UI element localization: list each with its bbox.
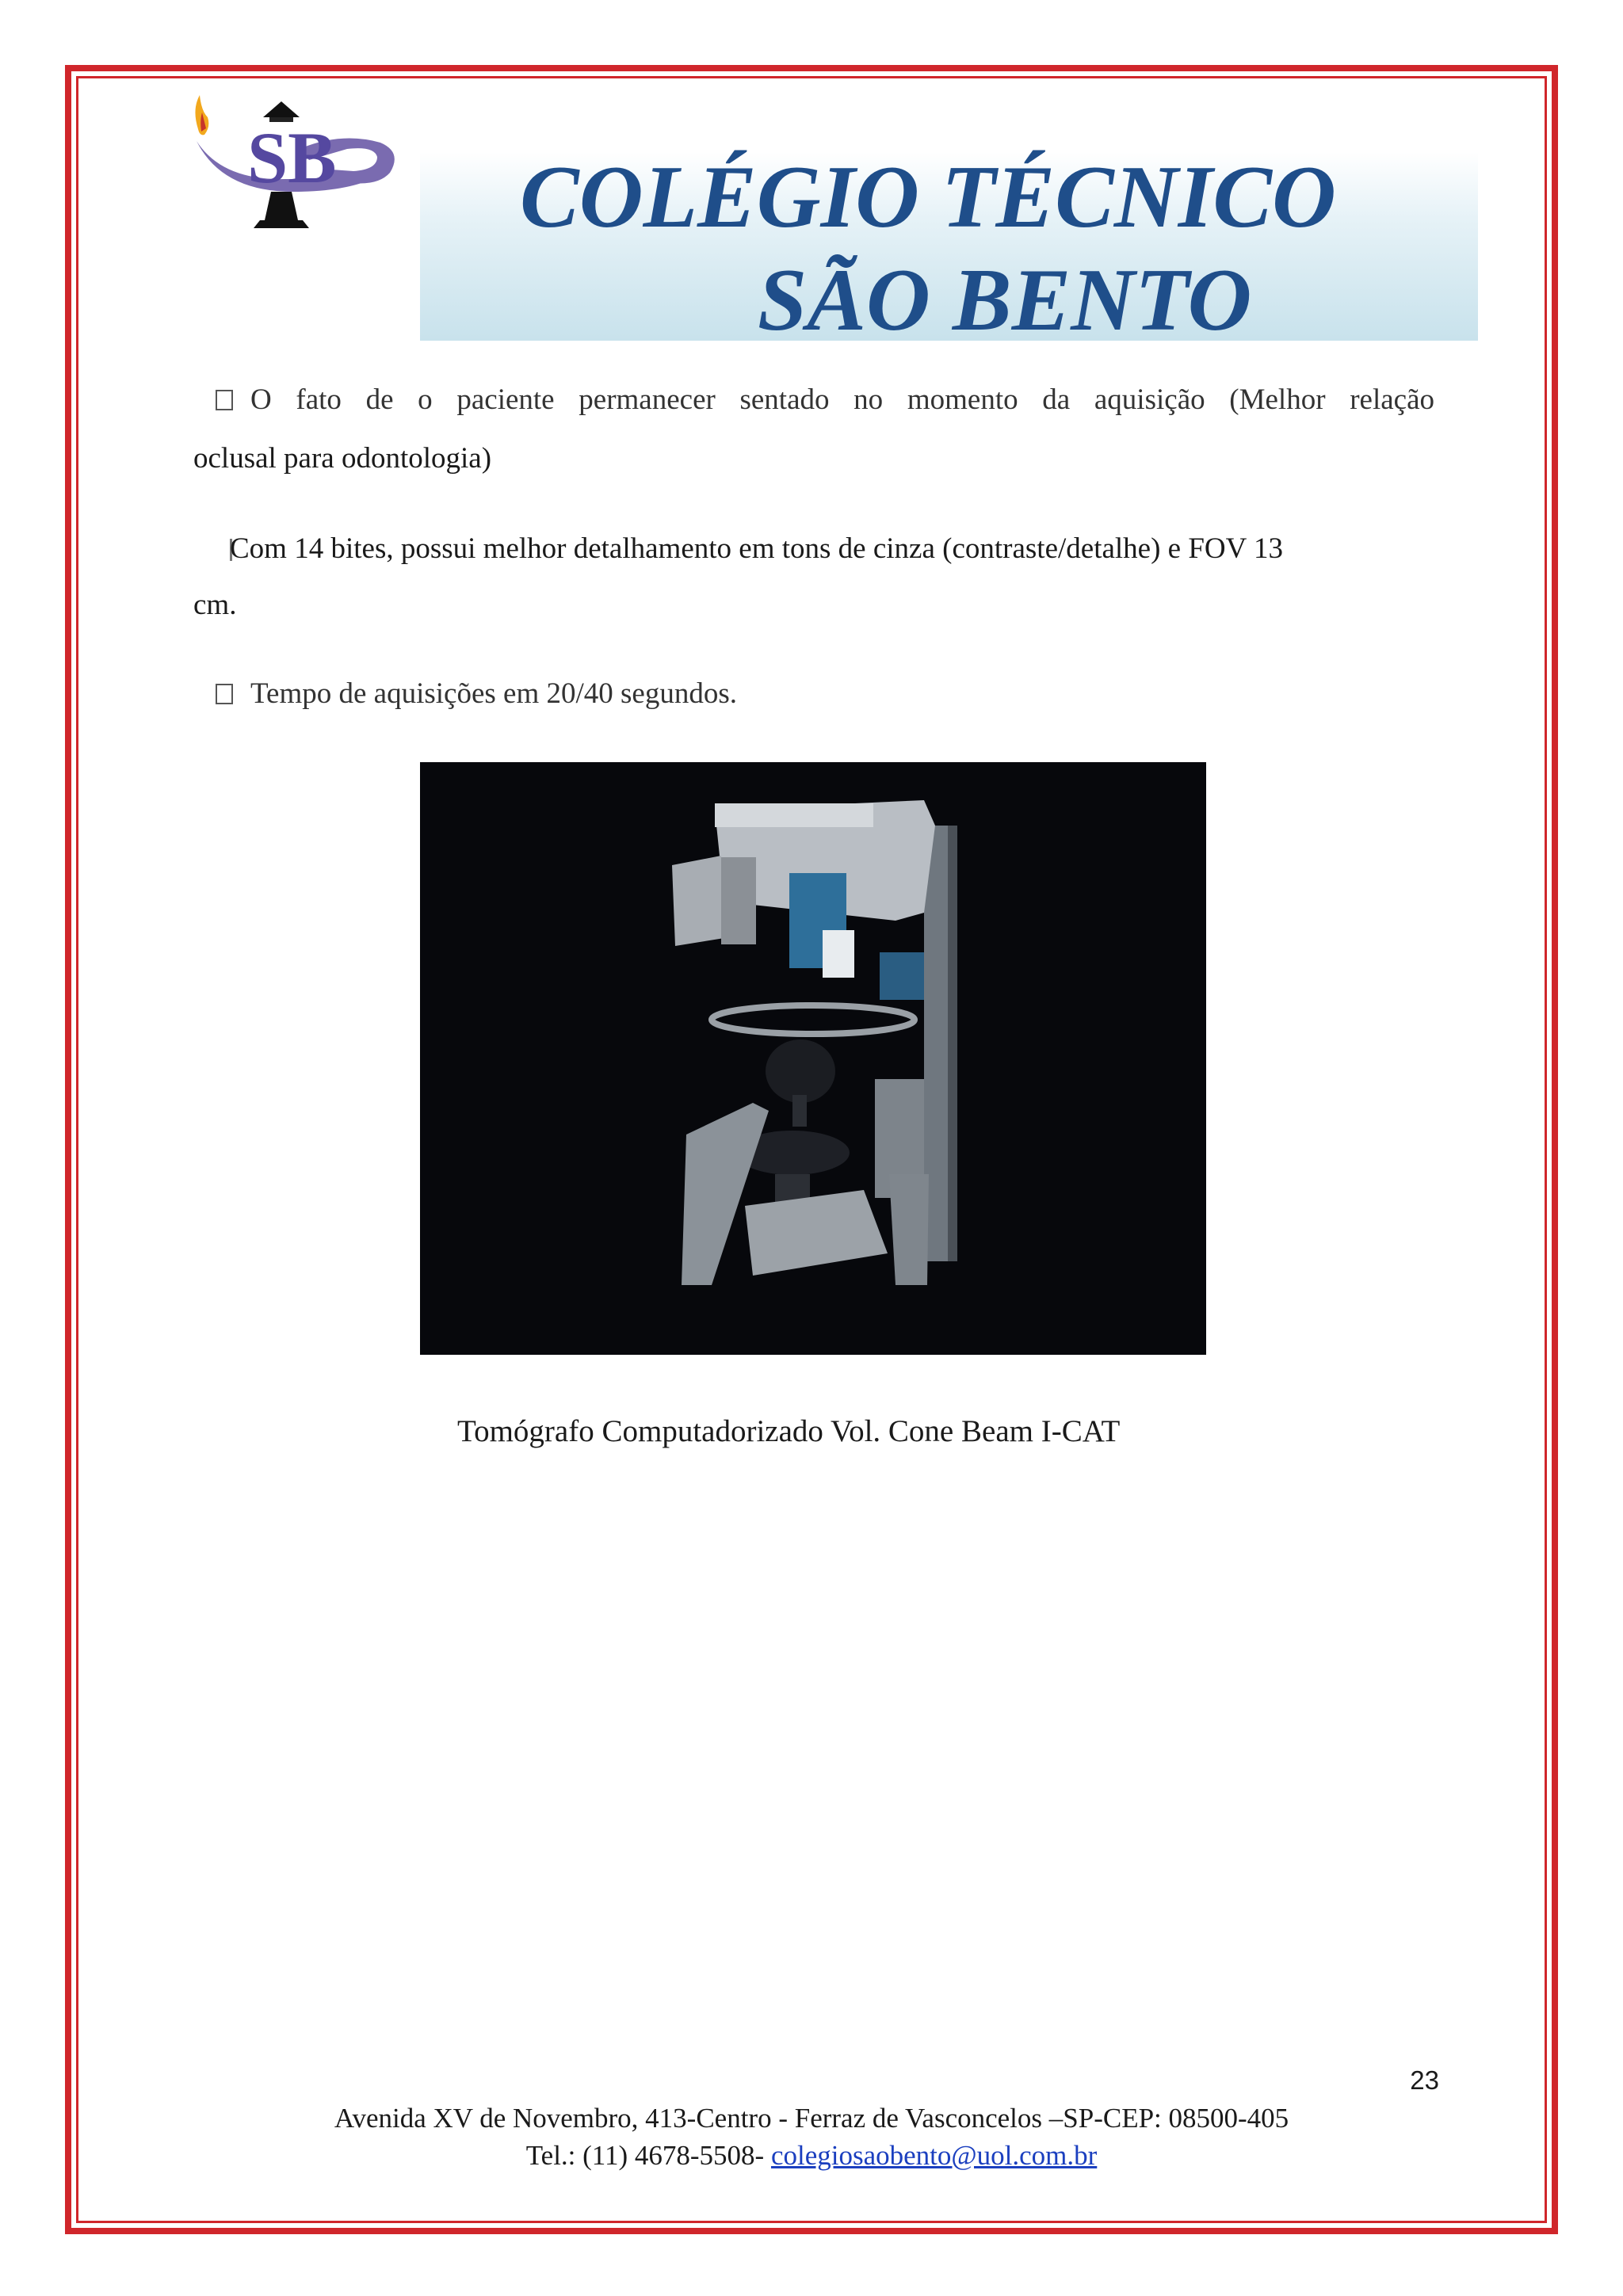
bullet-2-continuation: cm.: [193, 589, 237, 621]
ct-scanner-photo: [420, 762, 1206, 1355]
school-title-line2: SÃO BENTO: [758, 251, 1252, 349]
school-logo: [190, 93, 404, 232]
bullet-1-text: O fato de o paciente permanecer sentado no momento da aquisição (Melhor relação: [250, 383, 1434, 416]
bullet-1-continuation: oclusal para odontologia): [193, 442, 492, 475]
bullet-3: [216, 679, 737, 708]
footer-phone: Tel.: (11) 4678-5508-: [525, 2140, 771, 2171]
bullet-box-icon: [216, 390, 233, 410]
bullet-1: [216, 385, 1434, 414]
bullet-3-text: Tempo de aquisições em 20/40 segundos.: [250, 677, 737, 710]
footer-address: Avenida XV de Novembro, 413-Centro - Ferraz de Vasconcelos –SP-CEP: 08500-405: [334, 2103, 1289, 2134]
email-link[interactable]: colegiosaobento@uol.com.br: [770, 2140, 1098, 2171]
school-title-line1: COLÉGIO TÉCNICO: [520, 148, 1336, 246]
footer-contact: [0, 2140, 1623, 2172]
bullet-2: Com 14 bites, possui melhor detalhamento em tons de cinza (contraste/detalhe) e FOV 13: [230, 532, 1283, 565]
page-number: 23: [1410, 2065, 1439, 2095]
bullet-box-icon: [216, 684, 233, 704]
svg-text:SB: SB: [247, 117, 337, 198]
figure-caption: Tomógrafo Computadorizado Vol. Cone Beam I-CAT: [457, 1414, 1121, 1448]
